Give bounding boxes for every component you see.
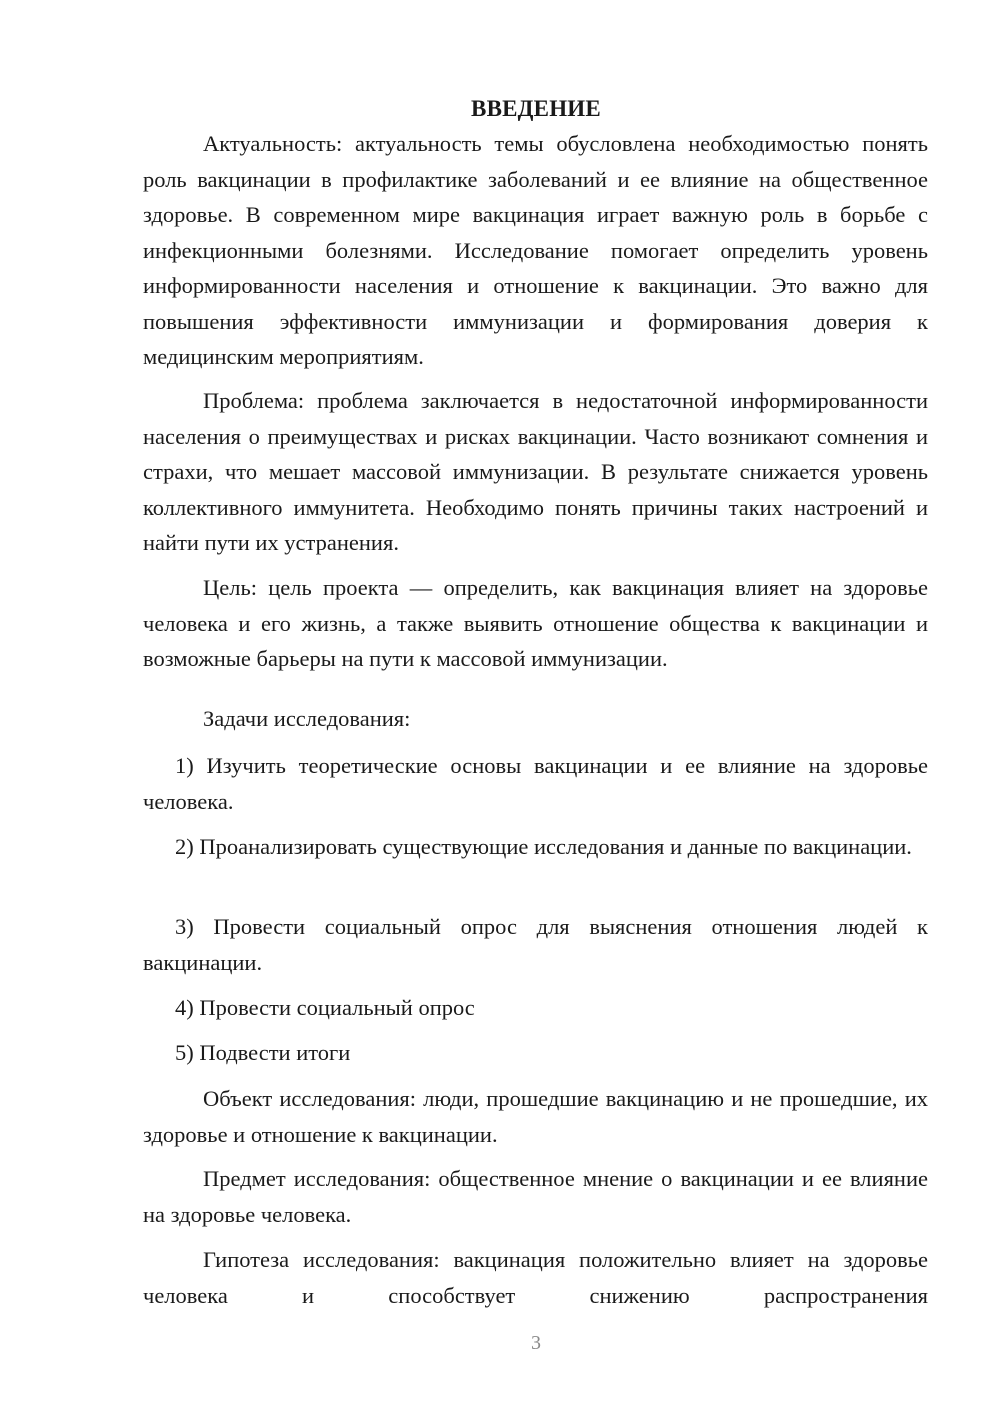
list-item-task-5: 5) Подвести итоги bbox=[175, 1040, 351, 1065]
list-item-task-3: 3) Провести социальный опрос для выяснения отношения людей к вакцинации. bbox=[143, 914, 928, 975]
paragraph-problem: Проблема: проблема заключается в недостаточной информированности населения о преимуществах и рисках вакцинации. Часто возникают сомнения и страхи, что мешает массовой иммунизации. В результате снижается уровень коллективного иммунитета. Необходимо понять причины таких настроений и найти пути их устранения. bbox=[143, 388, 928, 555]
paragraph-relevance: Актуальность: актуальность темы обусловлена необходимостью понять роль вакцинации в профилактике заболеваний и ее влияние на общественное здоровье. В современном мире вакцинация играет важную роль в борьбе с инфекционными болезнями. Исследование помогает определить уровень информированности населения и отношение к вакцинации. Это важно для повышения эффективности иммунизации и формирования доверия к медицинским мероприятиям. bbox=[143, 131, 928, 369]
section-title: ВВЕДЕНИЕ bbox=[471, 96, 601, 121]
list-item-task-1: 1) Изучить теоретические основы вакцинации и ее влияние на здоровье человека. bbox=[143, 753, 928, 814]
paragraph-subject: Предмет исследования: общественное мнение о вакцинации и ее влияние на здоровье человека. bbox=[143, 1166, 928, 1227]
paragraph-goal: Цель: цель проекта — определить, как вакцинация влияет на здоровье человека и его жизнь, а также выявить отношение общества к вакцинации и возможные барьеры на пути к массовой иммунизации. bbox=[143, 575, 928, 671]
paragraph-tasks-heading: Задачи исследования: bbox=[203, 706, 411, 731]
page-number: 3 bbox=[531, 1332, 541, 1354]
paragraph-hypothesis: Гипотеза исследования: вакцинация положительно влияет на здоровье человека и способствует снижению распространения bbox=[143, 1247, 928, 1308]
paragraph-object: Объект исследования: люди, прошедшие вакцинацию и не прошедшие, их здоровье и отношение к вакцинации. bbox=[143, 1086, 928, 1147]
list-item-task-2: 2) Проанализировать существующие исследования и данные по вакцинации. bbox=[175, 834, 912, 859]
list-item-task-4: 4) Провести социальный опрос bbox=[175, 995, 475, 1020]
